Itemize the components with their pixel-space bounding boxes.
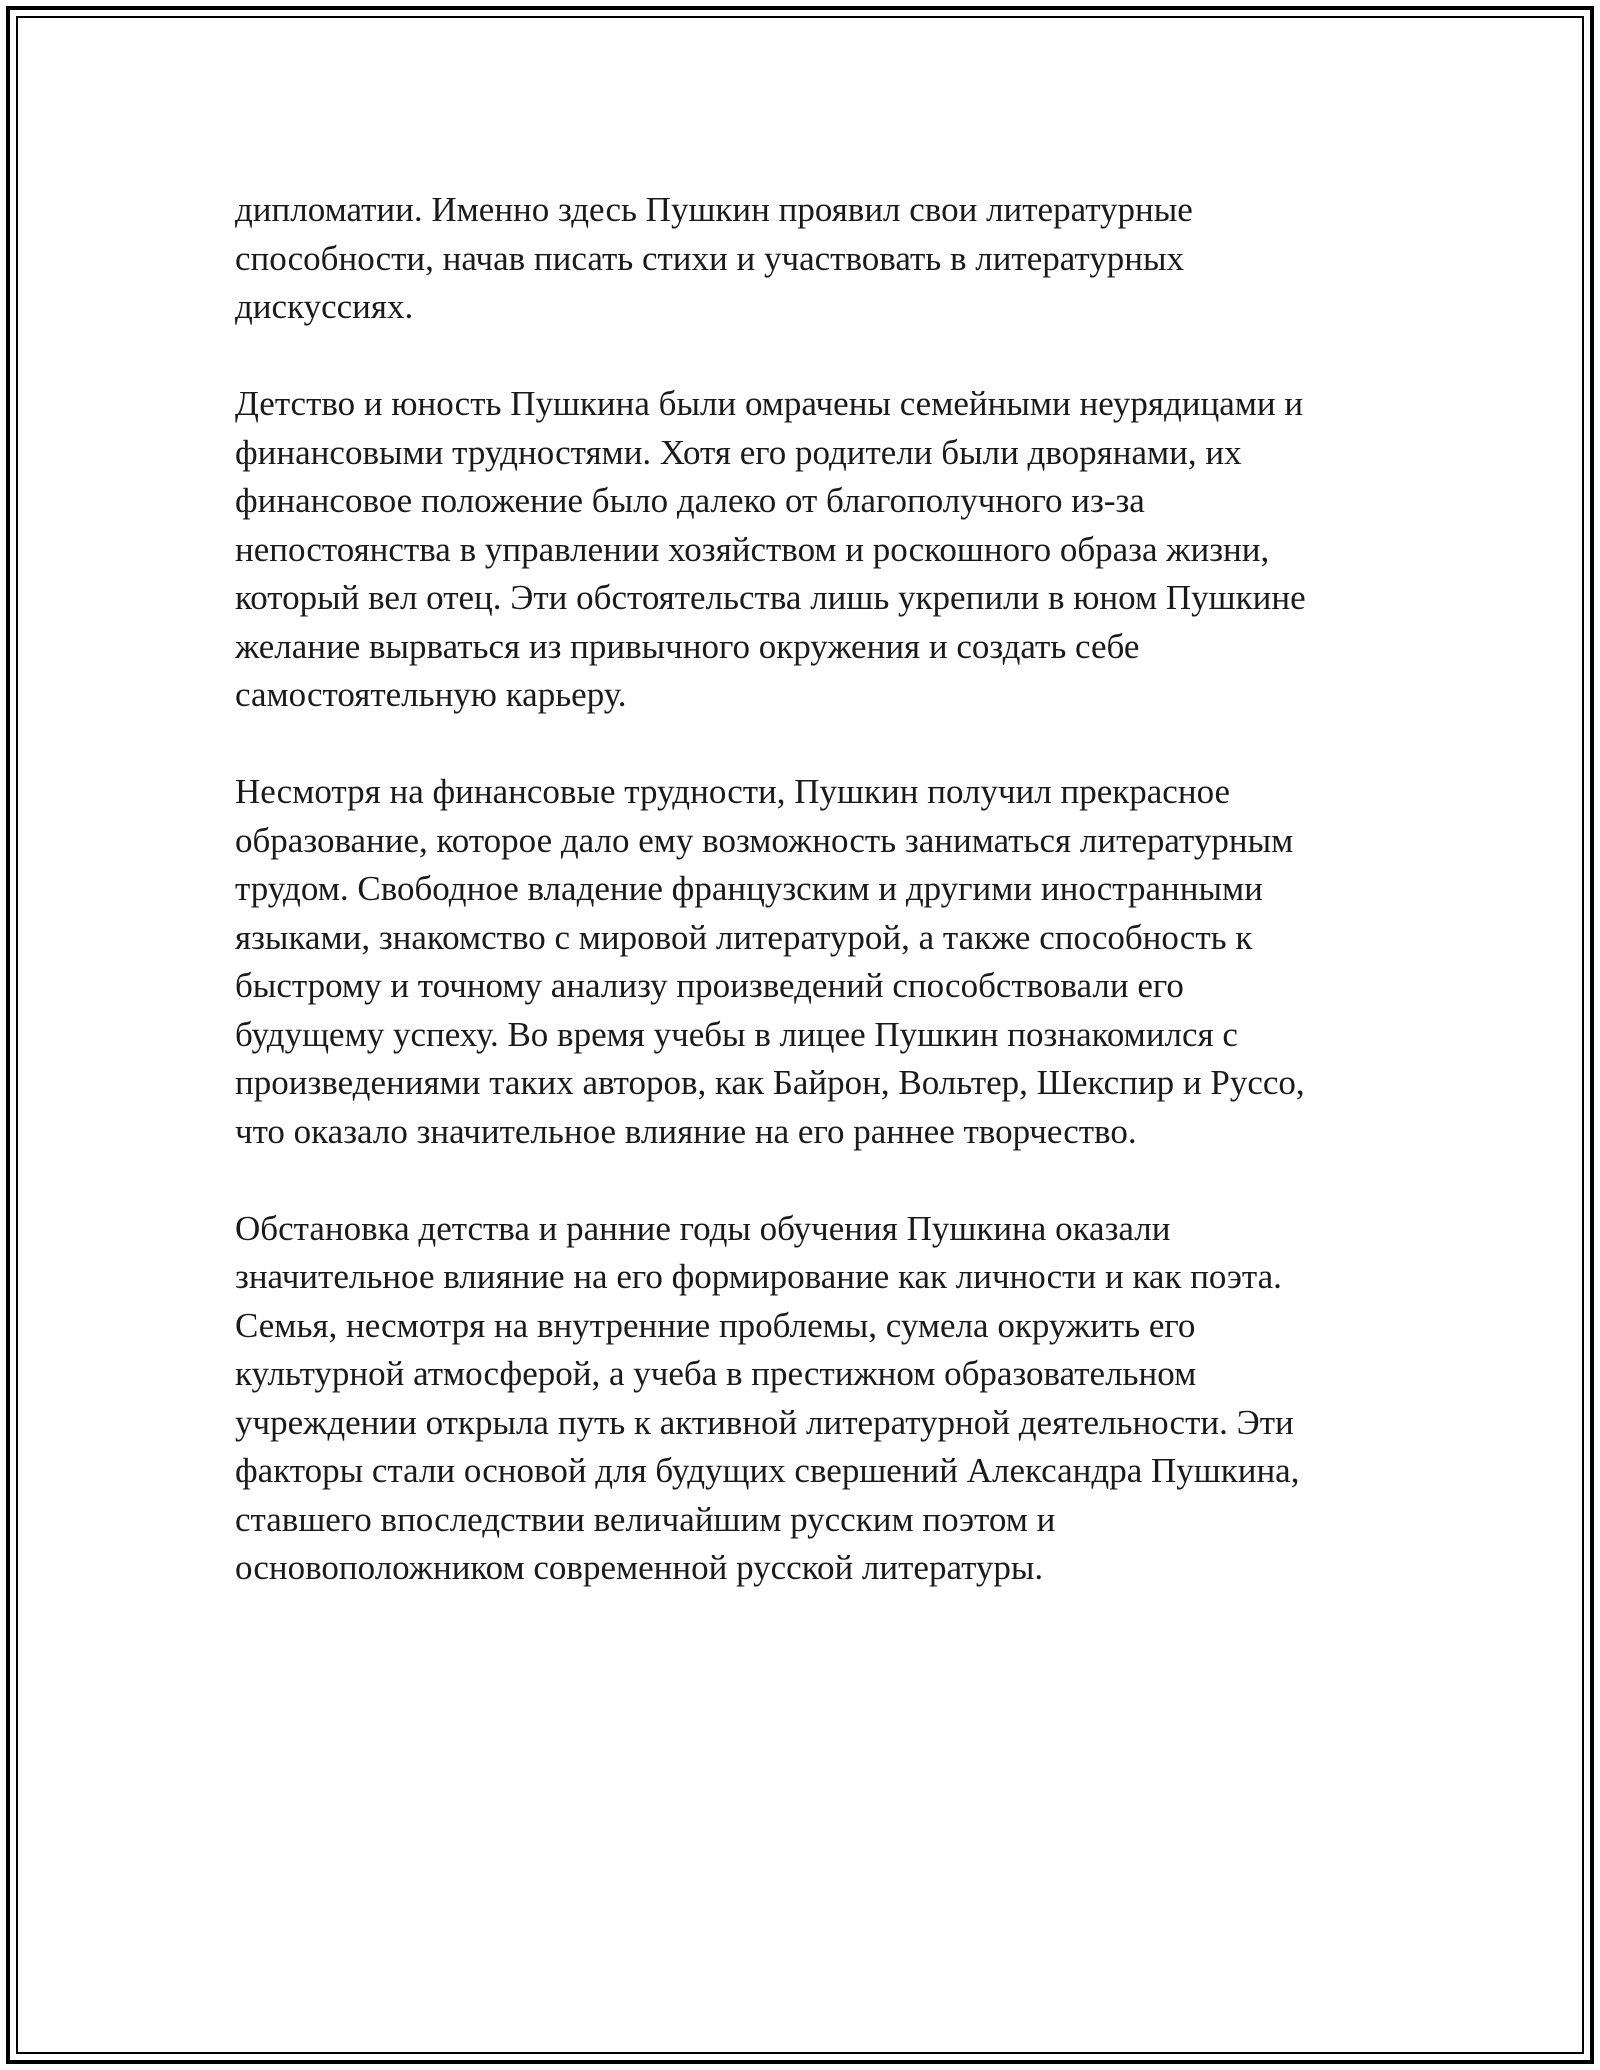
text-line: непостоянства в управлении хозяйством и роскошного образа жизни, [235, 529, 1270, 569]
paragraph-2 [235, 380, 1375, 720]
text-line: основоположником современной русской литературы. [235, 1548, 1044, 1587]
text-line: быстрому и точному анализу произведений способствовали его [235, 966, 1184, 1005]
text-line: самостоятельную карьеру. [235, 675, 627, 714]
text-line: дипломатии. Именно здесь Пушкин проявил свои литературные [235, 190, 1193, 229]
document-body [235, 186, 1375, 1641]
text-line: факторы стали основой для будущих свершений Александра Пушкина, [235, 1451, 1300, 1490]
paragraph-1 [235, 186, 1375, 332]
paragraph-4 [235, 1205, 1375, 1593]
text-line: Детство и юность Пушкина были омрачены семейными неурядицами и [235, 384, 1304, 423]
text-line: финансовое положение было далеко от благополучного из-за [235, 481, 1145, 520]
text-line: дискуссиях. [235, 287, 414, 326]
text-line: Семья, несмотря на внутренние проблемы, сумела окружить его [235, 1305, 1196, 1345]
text-line: Несмотря на финансовые трудности, Пушкин получил прекрасное [235, 772, 1231, 811]
paragraph-3 [235, 768, 1375, 1156]
text-line: способности, начав писать стихи и участвовать в литературных [235, 238, 1184, 278]
text-line: который вел отец. Эти обстоятельства лишь укрепили в юном Пушкине [235, 578, 1306, 617]
text-line: финансовыми трудностями. Хотя его родители были дворянами, их [235, 432, 1242, 472]
text-line: трудом. Свободное владение французским и другими иностранными [235, 869, 1263, 908]
text-line: что оказало значительное влияние на его раннее творчество. [235, 1111, 1137, 1151]
text-line: произведениями таких авторов, как Байрон, Вольтер, Шекспир и Руссо, [235, 1063, 1305, 1102]
text-line: образование, которое дало ему возможность заниматься литературным [235, 820, 1294, 860]
text-line: культурной атмосферой, а учеба в престижном образовательном [235, 1354, 1197, 1393]
text-line: будущему успеху. Во время учебы в лицее Пушкин познакомился с [235, 1014, 1238, 1054]
text-line: желание вырваться из привычного окружения и создать себе [235, 626, 1140, 666]
text-line: ставшего впоследствии величайшим русским поэтом и [235, 1499, 1056, 1539]
text-line: Обстановка детства и ранние годы обучения Пушкина оказали [235, 1208, 1171, 1248]
text-line: значительное влияние на его формирование как личности и как поэта. [235, 1257, 1282, 1296]
text-line: учреждении открыла путь к активной литературной деятельности. Эти [235, 1402, 1294, 1442]
text-line: языками, знакомство с мировой литературой, а также способность к [235, 917, 1253, 957]
